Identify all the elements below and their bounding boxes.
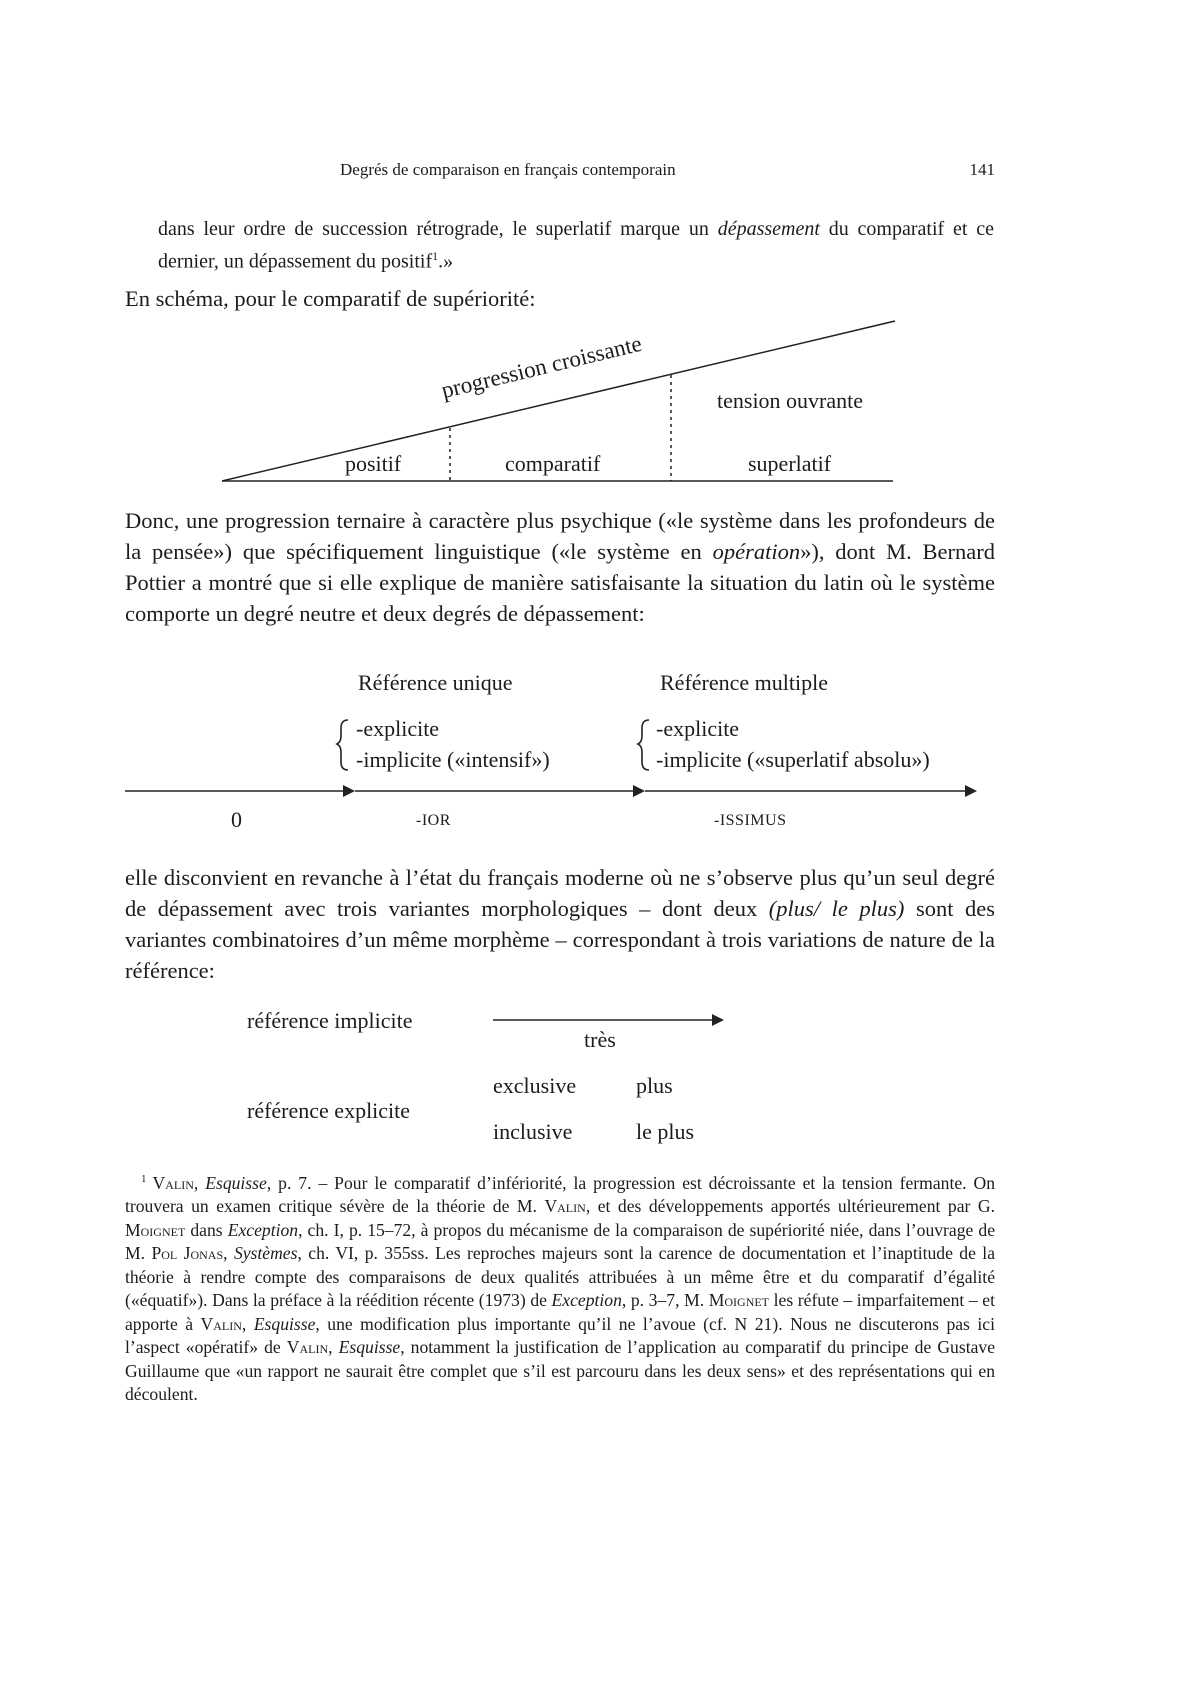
p3-emphasis: (plus/ le plus) — [768, 896, 905, 921]
footnote-ref: 1 — [432, 249, 439, 263]
slope-label: progression croissante — [438, 330, 645, 404]
fn-text: , ch. I, p. 15–72, à propos du mécanisme de la comparaison de supériorité niée, dans l’ouvrage de M. — [125, 1219, 996, 1264]
fn-work: Esquisse — [253, 1313, 316, 1334]
inclusive-label: inclusive — [493, 1119, 573, 1144]
fn-text: dans — [185, 1219, 228, 1240]
schema-intro: En schéma, pour le comparatif de supériorité: — [125, 286, 536, 311]
p2-part1: Donc, une progression ternaire à caractère plus psychique («le système dans les profondeurs de la pensée») que spécifiquement linguistique («le système en — [125, 508, 995, 564]
fn-text: , — [241, 1313, 254, 1334]
p3-part1: elle disconvient en revanche à l’état du français moderne où ne s’observe plus qu’un seul degré de dépassement avec trois variantes morphologiques – dont deux — [125, 865, 995, 921]
fn-author: Valin — [286, 1337, 329, 1358]
fn-work: Esquisse — [205, 1172, 267, 1193]
p2-emphasis: opération — [712, 539, 801, 564]
fn-work: Exception — [227, 1219, 299, 1240]
fn-text: , — [328, 1337, 339, 1358]
french-diagram — [0, 1000, 1191, 1150]
quote-end: .» — [438, 250, 454, 273]
tres-label: très — [584, 1027, 616, 1052]
latin-braces-and-axis — [0, 660, 1191, 840]
progression-lines — [0, 0, 1191, 500]
degree-comparatif: comparatif — [505, 451, 601, 476]
fn-text: , une modification plus importante qu’il ne l’avoue (cf. N 21). Nous ne discuterons pas ici l’aspect «opératif» de — [125, 1313, 995, 1358]
fn-text: , et des développements apportés ultérieurement par G. — [585, 1196, 995, 1217]
p3-part2: sont des variantes combinatoires d’un même morphème – correspondant à trois variations de nature de la référence: — [125, 896, 995, 983]
fn-text: , p. 3–7, M. — [621, 1290, 709, 1311]
fn-text: , — [223, 1243, 234, 1264]
paragraph-progression — [125, 505, 995, 629]
fn-work: Esquisse — [338, 1337, 401, 1358]
col1-explicit: -explicite — [356, 716, 440, 741]
axis-label-ior: -IOR — [416, 812, 451, 829]
tension-label: tension ouvrante — [717, 388, 864, 413]
col1-implicit: -implicite («intensif») — [356, 747, 550, 772]
col1-heading: Référence unique — [358, 670, 513, 695]
fn-author: Valin — [544, 1196, 586, 1217]
col2-implicit: -implicite («superlatif absolu») — [656, 747, 930, 772]
fn-text: les réfute – imparfaitement – et apporte à — [125, 1290, 995, 1334]
running-title: Degrés de comparaison en français contemporain — [340, 160, 676, 179]
degree-positif: positif — [345, 451, 402, 476]
col2-heading: Référence multiple — [660, 670, 828, 695]
fn-work: Exception — [551, 1290, 622, 1311]
p2-part2: »), dont M. Bernard Pottier a montré que si elle explique de manière satisfaisante la situation du latin où le système comporte un degré neutre et deux degrés de dépassement: — [125, 539, 995, 626]
tres-arrow — [0, 1000, 1191, 1150]
quote-part2: du comparatif et ce dernier, un dépassement du positif — [158, 218, 995, 273]
exclusive-label: exclusive — [493, 1073, 577, 1098]
fn-work: Systèmes — [233, 1243, 298, 1264]
footnote — [125, 1168, 995, 1407]
fn-author: Valin — [152, 1172, 194, 1193]
ref-explicit-label: référence explicite — [247, 1098, 411, 1123]
fn-text: , — [193, 1172, 206, 1193]
quote-emphasis: dépassement — [717, 218, 820, 240]
axis-label-issimus: -ISSIMUS — [714, 812, 787, 829]
latin-diagram — [0, 660, 1191, 840]
footnote-number: 1 — [141, 1173, 147, 1185]
fn-text: , p. 7. – Pour le comparatif d’infériorité, la progression est décroissante et la tension fermante. On trouvera un examen critique sévère de la théorie de M. — [125, 1172, 996, 1217]
axis-label-zero: 0 — [231, 807, 242, 832]
col2-explicit: -explicite — [656, 716, 740, 741]
paragraph-french — [125, 862, 995, 986]
fn-text: , ch. VI, p. 355ss. Les reproches majeurs sont la carence de documentation et l’inaptitude de la théorie à rendre compte des comparaisons de deux qualités attribuées à un même être et du comparatif d’égalité («équatif»). Dans la préface à la réédition récente (1973) de — [125, 1243, 996, 1311]
fn-author: Moignet — [125, 1219, 186, 1240]
progression-diagram — [0, 0, 1191, 500]
ref-implicit-label: référence implicite — [247, 1008, 413, 1033]
fn-author: Moignet — [708, 1290, 770, 1311]
le-plus-label: le plus — [636, 1119, 695, 1144]
quote-part1: dans leur ordre de succession rétrograde, le superlatif marque un — [158, 218, 718, 240]
fn-author: Pol Jonas — [151, 1243, 224, 1264]
degree-superlatif: superlatif — [748, 451, 832, 476]
plus-label: plus — [636, 1073, 673, 1098]
fn-author: Valin — [200, 1313, 242, 1334]
page-number: 141 — [969, 160, 995, 179]
fn-text: , notamment la justification de l’application au comparatif du principe de Gustave Guillaume que «un rapport ne saurait être complet que s’il est parcouru dans les deux sens» et des représentations qui en découlent. — [125, 1337, 996, 1405]
